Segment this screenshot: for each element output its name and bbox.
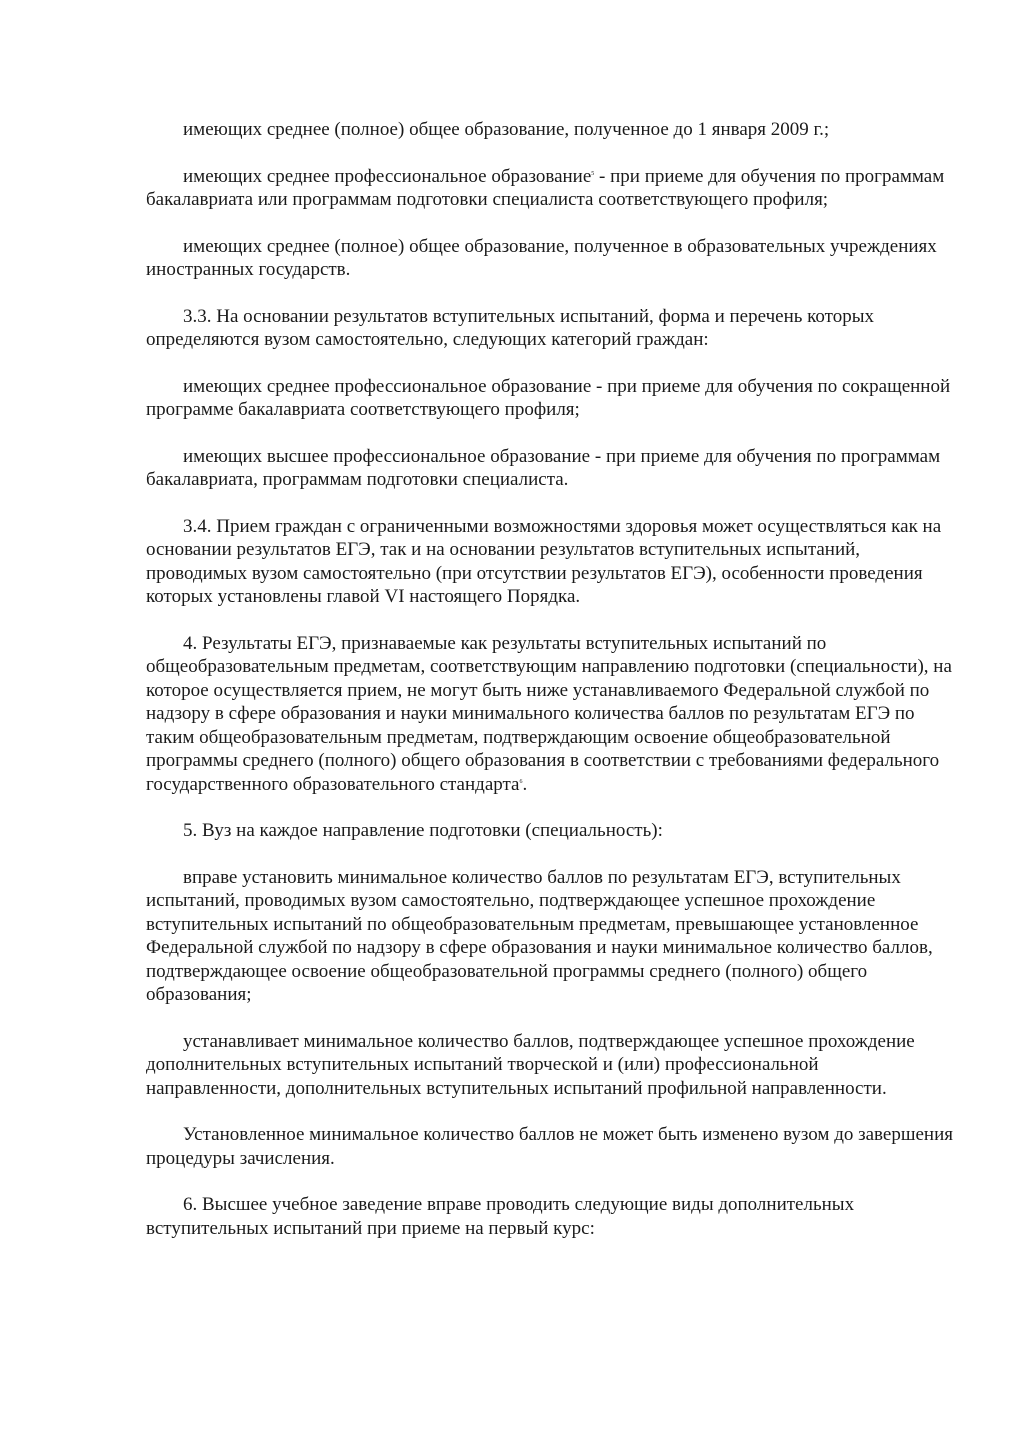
paragraph-text: имеющих среднее (полное) общее образование, полученное до 1 января 2009 г.; — [183, 119, 830, 140]
paragraph-text: вправе установить минимальное количество баллов по результатам ЕГЭ, вступительных испытаний, проводимых вузом самостоятельно, подтверждающее успешное прохождение вступительных испытаний по общеобразовательным предметам, превышающее установленное Федеральной службой по надзору в сфере образования и науки минимальное количество баллов, подтверждающее освоение общеобразовательной программы среднего (полного) общего образования; — [146, 866, 933, 1005]
paragraph-1 — [146, 118, 956, 142]
footnote-ref-6[interactable]: 6 — [519, 778, 523, 785]
paragraph-text: устанавливает минимальное количество баллов, подтверждающее успешное прохождение дополнительных вступительных испытаний творческой и (или) профессиональной направленности, дополнительных вступительных испытаний профильной направленности. — [146, 1030, 915, 1099]
paragraph-2 — [146, 165, 956, 212]
paragraph-3-3 — [146, 305, 956, 352]
paragraph-text: имеющих среднее профессиональное образование - при приеме для обучения по сокращенной программе бакалавриата соответствующего профиля; — [146, 375, 951, 420]
paragraph-text: 5. Вуз на каждое направление подготовки (специальность): — [183, 820, 663, 841]
paragraph-text: 4. Результаты ЕГЭ, признаваемые как результаты вступительных испытаний по общеобразовательным предметам, соответствующим направлению подготовки (специальности), на которое осуществляется прием, не могут быть ниже устанавливаемого Федеральной службой по надзору в сфере образования и науки минимального количества баллов по результатам ЕГЭ по таким общеобразовательным предметам, подтверждающим освоение общеобразовательной программы среднего (полного) общего образования в соответствии с требованиями федерального государственного образовательного стандарта — [146, 632, 952, 795]
footnote-ref-5[interactable]: 5 — [591, 170, 595, 177]
paragraph-11 — [146, 1030, 956, 1101]
paragraph-text: . — [522, 773, 528, 795]
paragraph-3 — [146, 235, 956, 282]
paragraph-text: 3.4. Прием граждан с ограниченными возможностями здоровья может осуществляться как на основании результатов ЕГЭ, так и на основании результатов вступительных испытаний, проводимых вузом самостоятельно (при отсутствии результатов ЕГЭ), особенности проведения которых установлены главой VI настоящего Порядка. — [146, 515, 942, 607]
paragraph-text: 6. Высшее учебное заведение вправе проводить следующие виды дополнительных вступительных испытаний при приеме на первый курс: — [146, 1194, 855, 1239]
paragraph-5-heading — [146, 819, 956, 843]
paragraph-text: 3.3. На основании результатов вступительных испытаний, форма и перечень которых определяются вузом самостоятельно, следующих категорий граждан: — [146, 305, 874, 350]
paragraph-text: имеющих среднее (полное) общее образование, полученное в образовательных учреждениях иностранных государств. — [146, 235, 937, 280]
paragraph-4 — [146, 632, 956, 797]
paragraph-text: Установленное минимальное количество баллов не может быть изменено вузом до завершения процедуры зачисления. — [146, 1124, 953, 1169]
paragraph-text: имеющих среднее профессиональное образование — [183, 165, 592, 187]
paragraph-text: - при приеме для обучения по программам бакалавриата или программам подготовки специалиста соответствующего профиля; — [146, 165, 945, 210]
paragraph-12 — [146, 1123, 956, 1170]
paragraph-3-4 — [146, 515, 956, 609]
document-page — [146, 118, 956, 1263]
paragraph-10 — [146, 866, 956, 1007]
paragraph-5 — [146, 375, 956, 422]
paragraph-6 — [146, 445, 956, 492]
paragraph-6-heading — [146, 1193, 956, 1240]
paragraph-text: имеющих высшее профессиональное образование - при приеме для обучения по программам бакалавриата, программам подготовки специалиста. — [146, 445, 941, 490]
